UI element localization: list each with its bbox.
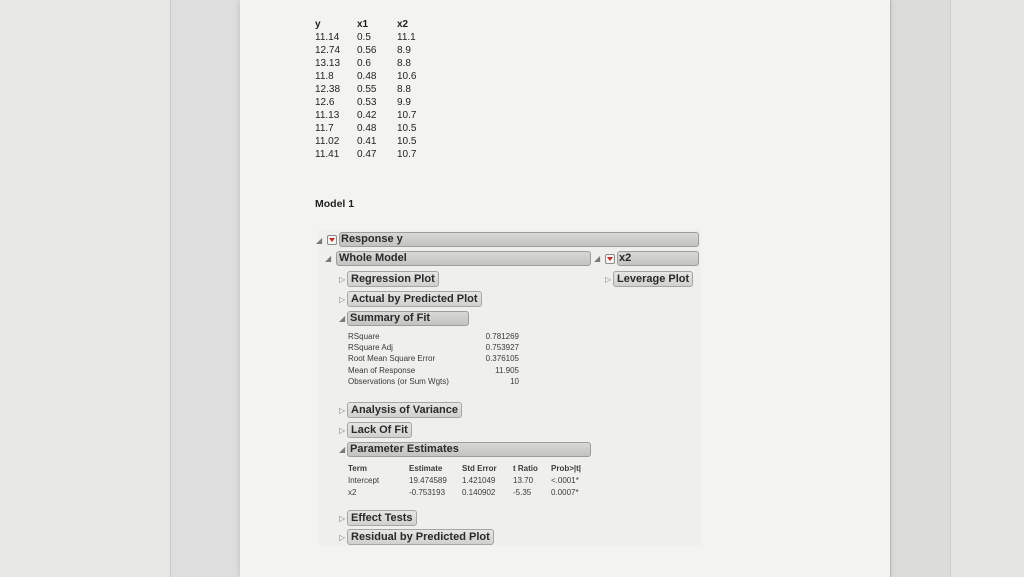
data-table-header-row — [315, 18, 437, 31]
data-table-cell: 11.13 — [315, 110, 340, 121]
parameter-estimates-cell: Intercept — [348, 476, 380, 485]
data-table-cell: 11.14 — [315, 32, 340, 43]
summary-stat-label: Mean of Response — [348, 365, 416, 375]
data-table-cell: 8.8 — [397, 58, 411, 69]
red-triangle-menu-icon[interactable] — [327, 235, 337, 245]
data-table-row — [315, 109, 437, 122]
data-table-cell: 0.48 — [357, 71, 377, 82]
collapse-triangle-icon[interactable]: ◢ — [594, 254, 601, 263]
data-table-cell: 10.6 — [397, 71, 417, 82]
summary-stat-value: 0.376105 — [485, 354, 519, 364]
data-table-cell: 10.7 — [397, 149, 417, 160]
background-left-edge — [170, 0, 241, 577]
parameter-estimates-column-header: t Ratio — [513, 464, 538, 473]
model-title: Model 1 — [315, 198, 355, 210]
data-table-cell: 11.41 — [315, 149, 340, 160]
data-table-cell: 0.55 — [357, 84, 377, 95]
parameter-estimates-cell: 0.0007* — [551, 488, 579, 497]
data-table-cell: 0.6 — [357, 58, 371, 69]
parameter-estimates-cell: -0.753193 — [409, 488, 446, 497]
expand-triangle-icon[interactable]: ▷ — [605, 275, 612, 284]
data-table-row — [315, 57, 437, 70]
summary-stat-label: RSquare Adj — [348, 343, 393, 353]
data-table-row — [315, 122, 437, 135]
parameter-estimates-column-header: Prob>|t| — [551, 464, 582, 473]
effect-tests-button[interactable]: Effect Tests — [347, 510, 417, 526]
data-table-row — [315, 96, 437, 109]
data-table-cell: 12.74 — [315, 45, 341, 56]
data-table-cell: 0.5 — [357, 32, 371, 43]
summary-of-fit-title: Summary of Fit — [350, 312, 431, 324]
jmp-report — [316, 229, 701, 546]
residual-by-predicted-button[interactable]: Residual by Predicted Plot — [347, 529, 494, 545]
data-table-cell: 0.41 — [357, 136, 377, 147]
data-table-cell: 0.56 — [357, 45, 377, 56]
collapse-triangle-icon[interactable]: ◢ — [339, 445, 346, 454]
header-x1: x1 — [357, 19, 369, 30]
parameter-estimates-cell: 19.474589 — [409, 476, 447, 485]
x2-title: x2 — [619, 252, 632, 264]
document-page — [240, 0, 890, 577]
data-table-cell: 0.42 — [357, 110, 377, 121]
analysis-of-variance-button[interactable]: Analysis of Variance — [347, 402, 462, 418]
data-table-row — [315, 148, 437, 161]
data-table-cell: 0.47 — [357, 149, 377, 160]
expand-triangle-icon[interactable]: ▷ — [339, 295, 346, 304]
parameter-estimates-column-header: Estimate — [409, 464, 443, 473]
data-table — [315, 18, 437, 161]
collapse-triangle-icon[interactable]: ◢ — [339, 314, 346, 323]
expand-triangle-icon[interactable]: ▷ — [339, 426, 346, 435]
summary-stat-value: 0.781269 — [485, 332, 519, 341]
parameter-estimates-cell: <.0001* — [551, 476, 579, 485]
background-right — [950, 0, 1024, 577]
data-table-cell: 10.7 — [397, 110, 417, 121]
summary-stat-label: Observations (or Sum Wgts) — [348, 376, 449, 386]
header-x2: x2 — [397, 19, 409, 30]
parameter-estimates-column-header: Term — [348, 464, 367, 473]
parameter-estimates-cell: 1.421049 — [462, 476, 496, 485]
parameter-estimates-title: Parameter Estimates — [350, 443, 459, 455]
background-right-edge — [890, 0, 951, 577]
expand-triangle-icon[interactable]: ▷ — [339, 406, 346, 415]
parameter-estimates-cell: 0.140902 — [462, 488, 496, 497]
data-table-cell: 10.5 — [397, 136, 417, 147]
data-table-row — [315, 135, 437, 148]
regression-plot-button[interactable]: Regression Plot — [347, 271, 439, 287]
parameter-estimates-cell: 13.70 — [513, 476, 534, 485]
parameter-estimates-cell: -5.35 — [513, 488, 532, 497]
data-table-row — [315, 44, 437, 57]
summary-stat-label: Root Mean Square Error — [348, 354, 436, 364]
header-y: y — [315, 19, 321, 30]
expand-triangle-icon[interactable]: ▷ — [339, 533, 346, 542]
data-table-cell: 0.53 — [357, 97, 377, 108]
data-table-cell: 11.02 — [315, 136, 340, 147]
red-triangle-menu-icon[interactable] — [605, 254, 615, 264]
data-table-cell: 12.38 — [315, 84, 341, 95]
data-table-cell: 10.5 — [397, 123, 417, 134]
background-left — [0, 0, 170, 577]
summary-stat-value: 0.753927 — [485, 343, 519, 353]
lack-of-fit-button[interactable]: Lack Of Fit — [347, 422, 412, 438]
parameter-estimates-cell: x2 — [348, 488, 357, 497]
actual-by-predicted-button[interactable]: Actual by Predicted Plot — [347, 291, 482, 307]
data-table-cell: 11.7 — [315, 123, 334, 134]
expand-triangle-icon[interactable]: ▷ — [339, 275, 346, 284]
data-table-cell: 11.8 — [315, 71, 334, 82]
summary-stat-value: 11.905 — [495, 365, 519, 375]
data-table-cell: 12.6 — [315, 97, 335, 108]
data-table-cell: 9.9 — [397, 97, 411, 108]
data-table-row — [315, 70, 437, 83]
response-y-title: Response y — [341, 233, 403, 245]
leverage-plot-button[interactable]: Leverage Plot — [613, 271, 693, 287]
data-table-cell: 11.1 — [397, 32, 416, 43]
data-table-cell: 13.13 — [315, 58, 341, 69]
collapse-triangle-icon[interactable]: ◢ — [316, 236, 323, 245]
expand-triangle-icon[interactable]: ▷ — [339, 514, 346, 523]
data-table-cell: 8.9 — [397, 45, 411, 56]
whole-model-title: Whole Model — [339, 252, 407, 264]
data-table-cell: 8.8 — [397, 84, 411, 95]
summary-stat-value: 10 — [510, 376, 519, 386]
data-table-row — [315, 83, 437, 96]
summary-stat-label: RSquare — [348, 332, 380, 341]
data-table-row — [315, 31, 437, 44]
data-table-cell: 0.48 — [357, 123, 377, 134]
collapse-triangle-icon[interactable]: ◢ — [325, 254, 332, 263]
parameter-estimates-column-header: Std Error — [462, 464, 497, 473]
